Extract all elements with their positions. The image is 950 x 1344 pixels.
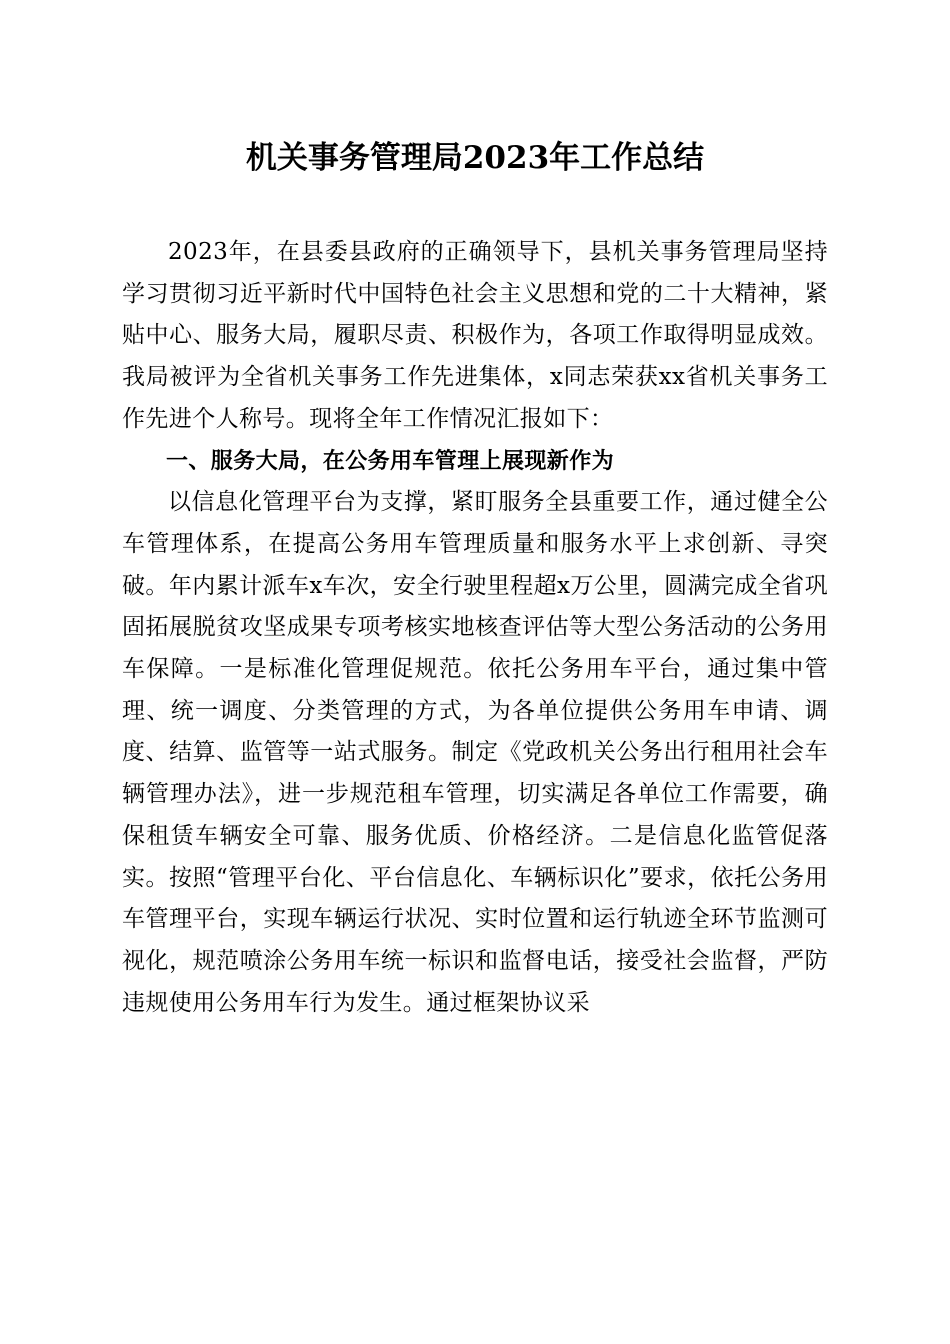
section-1-heading: 一、服务大局，在公务用车管理上展现新作为	[166, 448, 615, 474]
intro-paragraph: 2023年，在县委县政府的正确领导下，县机关事务管理局坚持学习贯彻习近平新时代中国特色社会主义思想和党的二十大精神，紧贴中心、服务大局，履职尽责、积极作为，各项工作取得明显成效。我局被评为全省机关事务工作先进集体，x同志荣获xx省机关事务工作先进个人称号。现将全年工作情况汇报如下：	[122, 239, 828, 432]
document-body	[122, 232, 828, 1024]
document-title: 机关事务管理局2023年工作总结	[245, 140, 705, 176]
section-1-paragraph: 以信息化管理平台为支撑，紧盯服务全县重要工作，通过健全公车管理体系，在提高公务用车管理质量和服务水平上求创新、寻突破。年内累计派车x车次，安全行驶里程超x万公里，圆满完成全省巩固拓展脱贫攻坚成果专项考核实地核查评估等大型公务活动的公务用车保障。一是标准化管理促规范。依托公务用车平台，通过集中管理、统一调度、分类管理的方式，为各单位提供公务用车申请、调度、结算、监管等一站式服务。制定《党政机关公务出行租用社会车辆管理办法》，进一步规范租车管理，切实满足各单位工作需要，确保租赁车辆安全可靠、服务优质、价格经济。二是信息化监管促落实。按照“管理平台化、平台信息化、车辆标识化”要求，依托公务用车管理平台，实现车辆运行状况、实时位置和运行轨迹全环节监测可视化，规范喷涂公务用车统一标识和监督电话，接受社会监督，严防违规使用公务用车行为发生。通过框架协议采	[122, 489, 828, 1016]
